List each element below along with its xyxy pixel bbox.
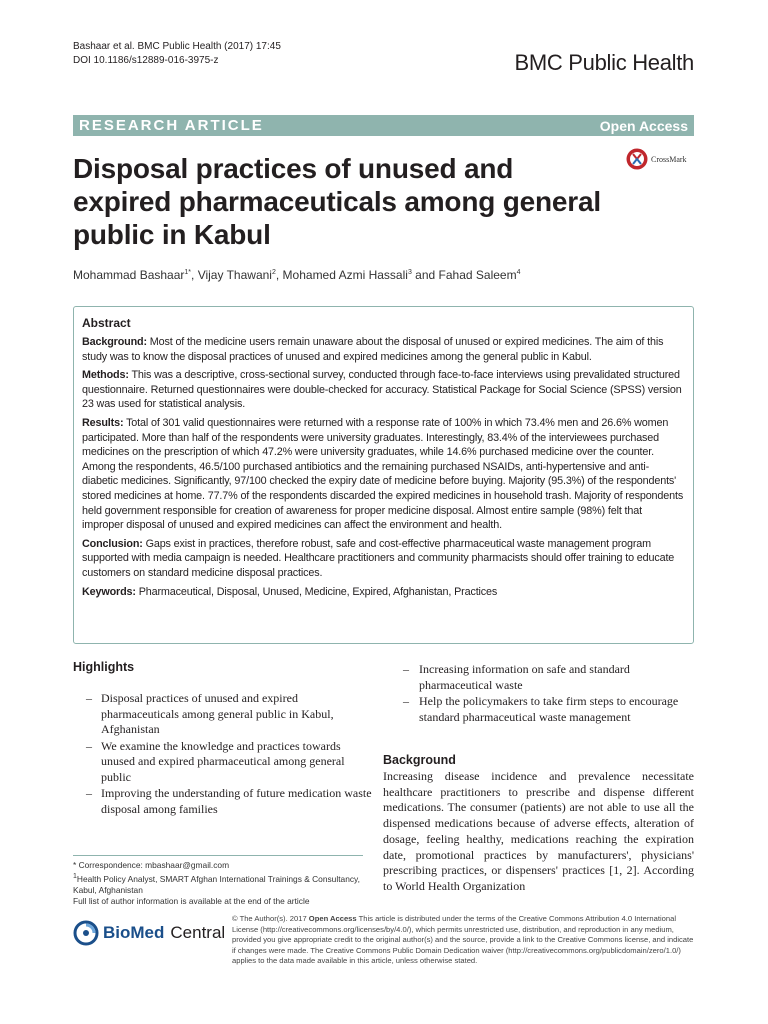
journal-name: BMC Public Health	[514, 50, 694, 75]
background-heading: Background	[383, 753, 456, 767]
list-item-text: Disposal practices of unused and expired pharmaceuticals among general public in Kabul, Afghanistan	[101, 691, 334, 736]
highlights-heading: Highlights	[73, 660, 135, 674]
license-text	[232, 914, 694, 967]
affiliation	[73, 871, 363, 896]
right-column	[383, 662, 694, 895]
list-item-text: Increasing information on safe and standard pharmaceutical waste	[419, 662, 630, 692]
abstract-section-label: Keywords:	[82, 585, 136, 598]
left-column	[73, 660, 373, 818]
abstract-methods	[82, 368, 685, 412]
author-affiliation-marker: 4	[516, 269, 521, 276]
abstract-section-text: Most of the medicine users remain unaware about the disposal of unused or expired medicines. The aim of this study was to know the disposal practices of unused and expired medicines among the general public in Kabul.	[82, 336, 664, 363]
abstract-section-text: This was a descriptive, cross-sectional survey, conducted through face-to-face interviews using prevalidated structured questionnaire. Returned questionnaires were double-checked for accuracy. Statistical Package for Social Science (SPSS) version 23 was used for statistical analysis.	[82, 369, 682, 411]
list-item	[383, 662, 694, 693]
author-info-note: Full list of author information is available at the end of the article	[73, 895, 310, 906]
crossmark-icon	[626, 148, 648, 170]
citation-line	[73, 40, 281, 54]
license-body: This article is distributed under the terms of the Creative Commons Attribution 4.0 International License (http://creativecommons.org/licenses/by/4.0/), which permits unrestricted use, distribution, and reproduction in any medium, provided you give appropriate credit to the original author(s) and the source, provide a link to the Creative Commons license, and indicate if changes were made. The Creative Commons Public Domain Dedication waiver (http://creativecommons.org/publicdomain/zero/1.0/) applies to the data made available in this article, unless otherwise stated.	[232, 914, 694, 966]
author-separator: ,	[275, 268, 283, 282]
abstract-section-label: Results:	[82, 416, 124, 429]
logo-bio: BioMed	[103, 923, 165, 942]
doi-line[interactable]: DOI 10.1186/s12889-016-3975-z	[73, 55, 219, 66]
logo-central: Central	[170, 923, 226, 942]
abstract-section-label: Methods:	[82, 369, 129, 382]
article-title: Disposal practices of unused and expired pharmaceuticals among general public in Kabul	[73, 153, 601, 250]
abstract-section-text: Gaps exist in practices, therefore robust, safe and cost-effective pharmaceutical waste management program supported with media campaign is needed. Healthcare practitioners and community pharmacists should offer training to educate customers on standard medicine disposal practices.	[82, 537, 675, 579]
list-item-text: Improving the understanding of future medication waste disposal among families	[101, 786, 372, 816]
author-list	[73, 268, 521, 282]
list-item	[73, 691, 373, 738]
page-header	[73, 40, 281, 68]
abstract-section-text: Pharmaceutical, Disposal, Unused, Medicine, Expired, Afghanistan, Practices	[138, 585, 498, 598]
crossmark-badge[interactable]	[626, 148, 687, 170]
author-affiliation-marker: 1*	[184, 269, 192, 276]
article-type-banner	[73, 115, 694, 136]
author-affiliation-marker: 2	[271, 269, 276, 276]
biomed-swirl-icon	[73, 920, 99, 946]
list-item	[73, 786, 373, 817]
open-access-label: Open Access	[599, 117, 688, 134]
footnotes	[73, 855, 363, 907]
abstract-section-label: Background:	[82, 336, 147, 348]
citation-text: Bashaar et al. BMC Public Health (2017) 17:45	[73, 41, 281, 52]
biomed-central-logo	[73, 920, 225, 946]
list-dash: –	[403, 662, 409, 676]
list-dash: –	[403, 694, 409, 708]
abstract-box	[73, 306, 694, 644]
author-name[interactable]: Fahad Saleem	[438, 268, 517, 282]
abstract-section-label: Conclusion:	[82, 537, 143, 550]
author-name[interactable]: Mohammad Bashaar	[73, 268, 185, 282]
list-dash: –	[86, 786, 92, 800]
highlights-list-continued	[383, 662, 694, 725]
abstract-keywords	[82, 585, 685, 600]
license-open-access: Open Access	[308, 914, 357, 923]
abstract-heading: Abstract	[82, 316, 131, 330]
background-text: Increasing disease incidence and prevalence necessitate healthcare practitioners to prescribe and dispense different medications. The consumer (patients) are not able to use all the dispensed medications because of adverse effects, alteration of dosage, feeling healthy, medications reaching the expiration date, promotional practices by manufacturers', physicians' prescribing practices, or dispensers' practices [1, 2]. According to World Health Organization	[383, 769, 694, 893]
crossmark-label: CrossMark	[651, 154, 687, 164]
abstract-conclusion	[82, 537, 685, 581]
list-dash: –	[86, 738, 92, 753]
list-dash: –	[86, 691, 92, 705]
author-separator: ,	[191, 268, 198, 282]
list-item	[73, 739, 373, 786]
affiliation-marker: 1	[73, 873, 77, 880]
correspondence[interactable]: * Correspondence: mbashaar@gmail.com	[73, 860, 230, 870]
list-item	[383, 694, 694, 725]
affiliation-text: Health Policy Analyst, SMART Afghan International Trainings & Consultancy, Kabul, Afghanistan	[73, 873, 360, 895]
list-item-text: We examine the knowledge and practices towards unused and expired pharmaceutical among general public	[101, 738, 345, 784]
article-type: RESEARCH ARTICLE	[79, 117, 264, 134]
author-name[interactable]: Vijay Thawani	[197, 268, 272, 282]
highlights-list	[73, 691, 373, 817]
author-affiliation-marker: 3	[407, 269, 412, 276]
author-name[interactable]: Mohamed Azmi Hassali	[282, 268, 408, 282]
abstract-section-text: Total of 301 valid questionnaires were returned with a response rate of 100% in which 73.4% men and 26.6% women participated. More than half of the respondents were university graduates. Interestingly, 83.4% of the interviewees purchased medicines on the prescription of which 47.2% were university graduates, while 14.6% purchased medicine over the counter. Among the respondents, 46.5/100 purchased antibiotics and the remaining purchased NSAIDs, anti-hypertensive and anti-diabetic medicines. Significantly, 97/100 checked the expiry date of medicine before buying. Majority (95.3%) of the respondents' stored medicines at home. 77.7% of the respondents discarded the expired medicines in household trash. Majority of respondents held government responsible for creation of awareness for proper medicine disposal. Almost entire sample (98%) felt that improper disposal of unused and expired medicines can affect the environment and health.	[82, 416, 684, 532]
list-item-text: Help the policymakers to take firm steps to encourage standard pharmaceutical waste management	[419, 694, 679, 724]
abstract-background	[82, 335, 685, 364]
abstract-results	[82, 416, 685, 533]
author-separator: and	[411, 268, 439, 282]
license-prefix: © The Author(s). 2017	[232, 914, 309, 923]
